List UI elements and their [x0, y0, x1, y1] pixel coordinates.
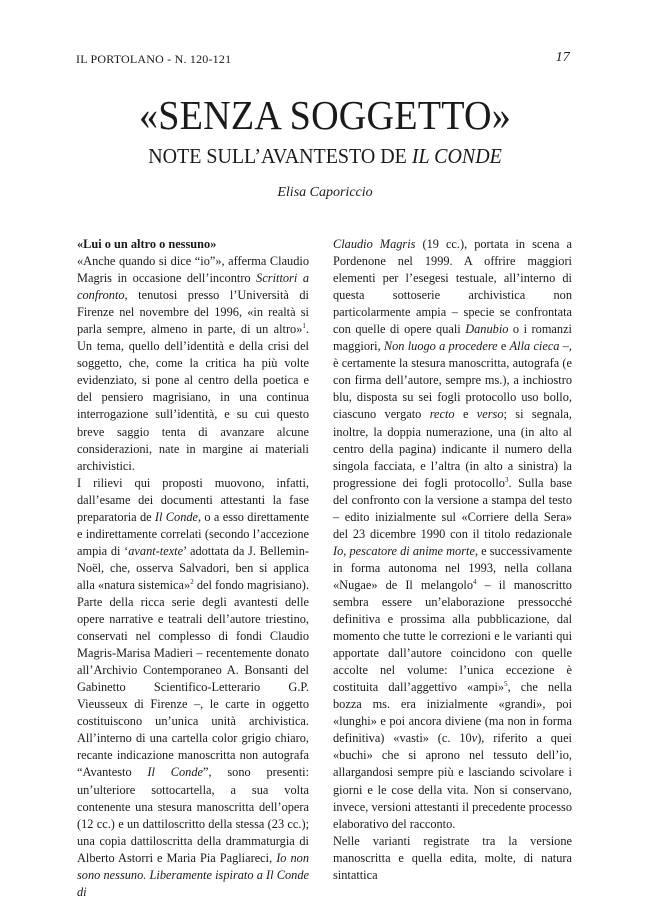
footnote-ref-1: 1	[302, 322, 306, 331]
paragraph-4: Nelle varianti registrate tra la versione manoscritta e quella edita, molte, di natura sintattica	[333, 833, 572, 882]
left-column	[77, 236, 309, 901]
subtitle-prefix: NOTE SULL’AVANTESTO DE	[148, 144, 412, 168]
subtitle-work-title: IL CONDE	[411, 144, 502, 168]
article-subtitle	[16, 143, 634, 169]
paragraph-2: I rilievi qui proposti muovono, infatti, dall’esame dei documenti attestanti la fase preparatoria de Il Conde, o a esso direttamente e indirettamente correlati (secondo l’accezione ampia di ‘avant-texte’ adottata da J. Bellemin-Noël, che, osserva Salvadori, ben si applica alla «natura sistemica»$^2$ del fondo magrisiano). Parte della ricca serie degli avantesti delle opere narrative e teatrali dell’autore triestino, conservati nel complesso di fondi Claudio Magris-Marisa Madieri – recentemente donato all’Archivio Contemporaneo A. Bonsanti del Gabinetto Scientifico-Letterario G.P. Vieusseux di Firenze –, le carte in oggetto costituiscono un’unica unità archivistica. All’interno di una cartella color grigio chiaro, recante indicazione manoscritta non autografa “Avantesto Il Conde”, sono presenti: un’ulteriore sottocartella, a sua volta contenente una stesura manoscritta dell’opera (12 cc.) e un dattiloscritto della stessa (23 cc.); una copia dattiloscritta della drammaturgia di Alberto Astorri e Maria Pia Pagliareci, Io non sono nessuno. Liberamente ispirato a Il Conde di	[77, 475, 310, 899]
footnote-ref-3: 3	[504, 475, 509, 484]
page-number: 17	[555, 50, 570, 65]
article-author: Elisa Caporiccio	[277, 185, 373, 200]
journal-name: IL PORTOLANO - N. 120-121	[76, 52, 232, 66]
section-heading: «Lui o un altro o nessuno»	[77, 237, 217, 251]
footnote-ref-4: 4	[473, 577, 477, 586]
footnote-ref-5: 5	[504, 680, 508, 689]
running-header	[76, 50, 572, 68]
footnote-ref-2: 2	[190, 577, 194, 586]
paragraph-1: «Anche quando si dice “io”», afferma Claudio Magris in occasione dell’incontro Scrittori a confronto, tenutosi presso l’Università di Firenze nel novembre del 1996, «in realtà si parla sempre, almeno in parte, di un altro»$^1$. Un tema, quello dell’identità e della crisi del soggetto, che, come la critica ha più volte evidenziato, si pone al centro della poetica e del pensiero magrisiano, in una continua interrogazione sull’identità, e su cui questo breve saggio tenta di avanzare alcune considerazioni, nate in margine ai materiali archivistici.	[77, 254, 309, 473]
article-title: «SENZA SOGGETTO»	[139, 92, 511, 138]
paragraph-3: Claudio Magris (19 cc.), portata in scena a Pordenone nel 1999. A offrire maggiori elementi per l’esegesi testuale, all’interno di questa sottoserie archivistica non particolarmente ampia – specie se confrontata con quelle di opere quali Danubio o i romanzi maggiori, Non luogo a procedere e Alla cieca –, è certamente la stesura manoscritta, autografa (e con firma dell’autore, sempre ms.), a inchiostro blu, disposta su sei fogli protocollo uso bollo, ciascuno vergato recto e verso; si segnala, inoltre, la doppia numerazione, una (in alto al centro della pagina) indicante il numero della singola facciata, e l’altra (in alto a sinistra) la progressione dei fogli protocollo$^3$. Sulla base del confronto con la versione a stampa del testo – edito inizialmente sul «Corriere della Sera» del 23 dicembre 1990 con il titolo redazionale Io, pescatore di anime morte, e successivamente in forma autonoma nel 1993, nella collana «Nugae» de Il melangolo$^4$ – il manoscritto sembra essere un’elaborazione pressocché definitiva e prossima alla pubblicazione, dal momento che tutte le correzioni e le varianti qui apportate dall’autore coincidono con quelle accolte nel volume: l’unica eccezione è costituita dall’aggettivo «ampi»$^5$, che nella bozza ms. era inizialmente «grandi», poi «lunghi» e poi ancora diviene (ma non in forma definitiva) «vasti» (c. 10v), riferito a quei «buchi» che si aprono nel tessuto dell’io, allargandosi sempre più e lasciando scivolare i giorni e le cose della vita. Non si conservano, invece, versioni attestanti il precedente processo elaborativo del racconto.	[333, 237, 572, 831]
right-column	[333, 236, 572, 884]
